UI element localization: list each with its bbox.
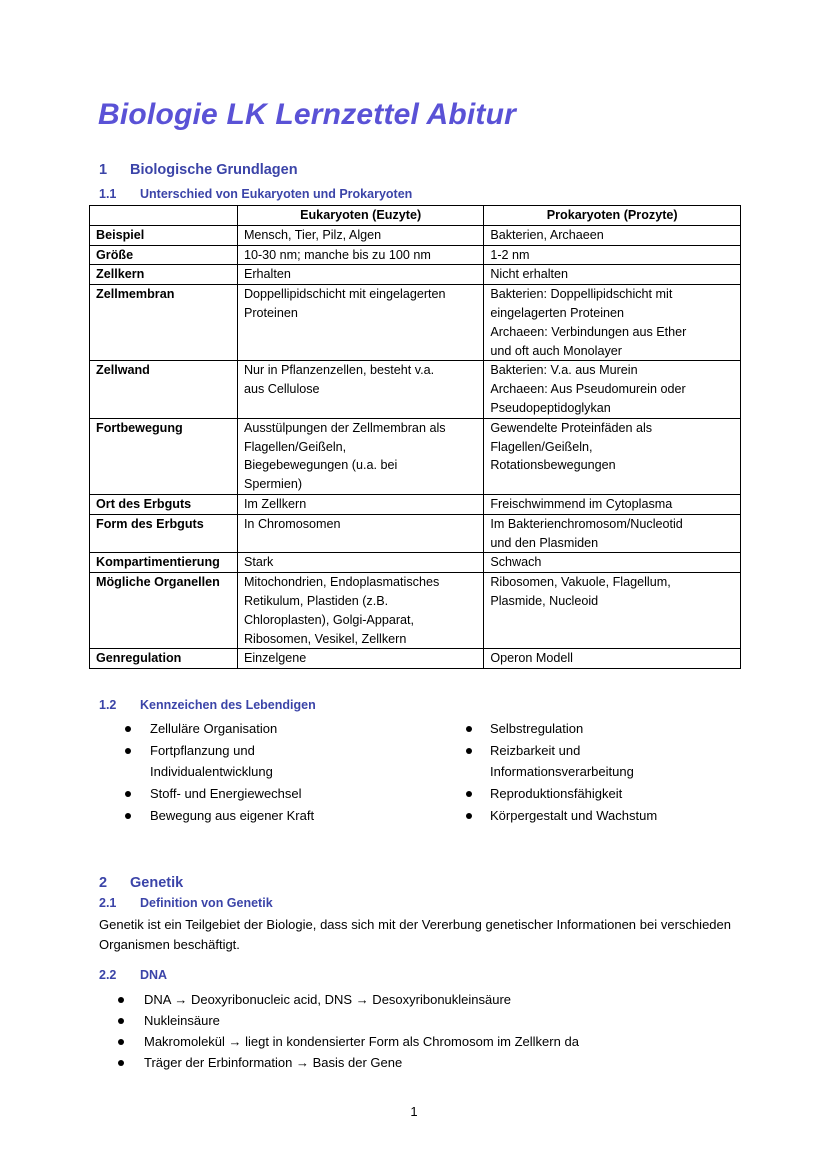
eukaryote-cell [237,265,483,285]
section-number: 1.1 [99,187,117,201]
cell-text: Rotationsbewegungen [490,458,616,473]
list-item: Stoff- und Energiewechsel [150,786,302,801]
prokaryote-cell [484,494,741,514]
table-row [90,494,741,514]
cell-text: 1-2 nm [490,247,530,262]
section-number: 2 [99,875,108,891]
cell-text: Schwach [490,555,542,570]
list-item: Reproduktionsfähigkeit [490,786,623,801]
eukaryote-cell [237,553,483,573]
list-item: Körpergestalt und Wachstum [490,808,658,823]
bullet-icon [125,791,131,797]
cell-text: Doppellipidschicht mit eingelagerten [243,287,446,302]
prokaryote-cell [484,265,741,285]
row-label: Kompartimentierung [90,553,238,573]
eukaryote-cell [237,285,483,361]
list-item: Reizbarkeit und [490,743,581,758]
prokaryote-cell [484,225,741,245]
section-heading-2-1 [99,896,273,910]
section-number: 2.2 [99,968,117,982]
cell-text: Mensch, Tier, Pilz, Algen [243,227,382,242]
row-label: Form des Erbguts [90,514,238,553]
table-row [90,361,741,418]
row-label: Ort des Erbguts [90,494,238,514]
list-item: Träger der Erbinformation → Basis der Gene [144,1055,403,1070]
cell-text: und oft auch Monolayer [490,343,622,358]
table-row [90,265,741,285]
table-row [90,553,741,573]
section-title: Biologische Grundlagen [130,162,298,178]
prokaryote-cell [484,285,741,361]
cell-text: Gewendelte Proteinfäden als [490,420,653,435]
cell-text: Ribosomen, Vakuole, Flagellum, [490,575,671,590]
list-item: Fortpflanzung und [150,743,255,758]
section-heading-1 [99,162,298,178]
prokaryote-cell [484,245,741,265]
list-item: Selbstregulation [490,721,584,736]
cell-text: und den Plasmiden [490,535,599,550]
list-item: Nukleinsäure [144,1013,220,1028]
row-label: Genregulation [90,649,238,669]
cell-text: Operon Modell [490,651,573,666]
cell-text: In Chromosomen [243,516,341,531]
section-number: 1 [99,162,108,178]
table-row [90,418,741,494]
document-title: Biologie LK Lernzettel Abitur [98,98,517,131]
eukaryote-cell [237,361,483,418]
eukaryote-cell [237,514,483,553]
row-label: Beispiel [90,225,238,245]
section-heading-2 [99,875,183,891]
cell-text: Erhalten [243,267,291,282]
cell-text: Im Zellkern [243,496,307,511]
cell-text: Flagellen/Geißeln, [243,439,347,454]
bullet-icon [125,748,131,754]
eukaryote-cell [237,245,483,265]
page-number: 1 [410,1104,418,1119]
cell-text: Stark [243,555,274,570]
cell-text: Spermien) [243,477,303,492]
cell-text: Chloroplasten), Golgi-Apparat, [243,612,415,627]
section-heading-2-2 [99,968,167,982]
cell-text: Pseudopeptidoglykan [490,400,611,415]
list-item: DNA → Deoxyribonucleic acid, DNS → Desoxyribonukleinsäure [144,992,512,1007]
cell-text: eingelagerten Proteinen [490,305,625,320]
table-row [90,245,741,265]
cell-text: Im Bakterienchromosom/Nucleotid [490,516,683,531]
bullet-icon [125,813,131,819]
table-row [90,649,741,669]
row-label: Zellkern [90,265,238,285]
cell-text: Biegebewegungen (u.a. bei [243,458,398,473]
table-row [90,225,741,245]
bullet-icon [118,1060,124,1066]
prokaryote-cell [484,361,741,418]
row-label: Zellmembran [90,285,238,361]
eukaryote-cell [237,225,483,245]
cell-text: aus Cellulose [243,382,320,397]
table-row [90,514,741,553]
cell-text: Bakterien: V.a. aus Murein [490,363,638,378]
cell-text: Archaeen: Verbindungen aus Ether [490,324,687,339]
cell-text: Ausstülpungen der Zellmembran als [243,420,446,435]
section-heading-1-1 [99,187,412,201]
list-item: Informationsverarbeitung [490,764,634,779]
prokaryote-cell [484,573,741,649]
row-label: Mögliche Organellen [90,573,238,649]
list-item: Makromolekül → liegt in kondensierter Form als Chromosom im Zellkern da [144,1034,579,1049]
eukaryote-cell [237,418,483,494]
table-header-cell: Prokaryoten (Prozyte) [484,206,741,226]
row-label: Zellwand [90,361,238,418]
cell-text: Nicht erhalten [490,267,569,282]
cell-text: Flagellen/Geißeln, [490,439,593,454]
table-header-cell: Eukaryoten (Euzyte) [237,206,483,226]
cell-text: Einzelgene [243,651,307,666]
section-heading-1-2 [99,698,316,712]
bullet-icon [466,813,472,819]
table-header-row [90,206,741,226]
section-title: Genetik [130,875,184,891]
cell-text: Freischwimmend im Cytoplasma [490,496,673,511]
bullet-icon [466,748,472,754]
row-label: Größe [90,245,238,265]
cell-text: Plasmide, Nucleoid [490,593,599,608]
table-row [90,285,741,361]
list-item: Bewegung aus eigener Kraft [150,808,315,823]
table-row [90,573,741,649]
section-number: 2.1 [99,896,117,910]
prokaryote-cell [484,649,741,669]
eukaryote-cell [237,649,483,669]
cell-text: Bakterien, Archaeen [490,227,604,242]
list-item: Zelluläre Organisation [150,721,278,736]
list-item: Individualentwicklung [150,764,273,779]
prokaryote-cell [484,553,741,573]
bullet-icon [118,1039,124,1045]
bullet-icon [466,726,472,732]
cell-text: Mitochondrien, Endoplasmatisches [243,575,440,590]
section-title: Unterschied von Eukaryoten und Prokaryoten [140,187,413,201]
section-number: 1.2 [99,698,117,712]
prokaryote-cell [484,514,741,553]
table-header-cell [90,206,238,226]
cell-text: Ribosomen, Vesikel, Zellkern [243,631,407,646]
bullet-icon [466,791,472,797]
cell-text: Archaeen: Aus Pseudomurein oder [490,382,686,397]
cell-text: Retikulum, Plastiden (z.B. [243,593,389,608]
section-title: Kennzeichen des Lebendigen [140,698,316,712]
cell-text: Proteinen [243,305,298,320]
section-title: Definition von Genetik [140,896,273,910]
bullet-icon [118,1018,124,1024]
comparison-table [89,205,741,669]
cell-text: Nur in Pflanzenzellen, besteht v.a. [243,363,435,378]
bullet-icon [125,726,131,732]
bullet-icon [118,997,124,1003]
cell-text: 10-30 nm; manche bis zu 100 nm [243,247,431,262]
row-label: Fortbewegung [90,418,238,494]
genetics-definition-text: Genetik ist ein Teilgebiet der Biologie, dass sich mit der Vererbung genetischer Informationen bei verschieden Organismen beschäftigt. [99,917,731,952]
cell-text: Bakterien: Doppellipidschicht mit [490,287,673,302]
prokaryote-cell [484,418,741,494]
eukaryote-cell [237,573,483,649]
section-title: DNA [140,968,168,982]
eukaryote-cell [237,494,483,514]
